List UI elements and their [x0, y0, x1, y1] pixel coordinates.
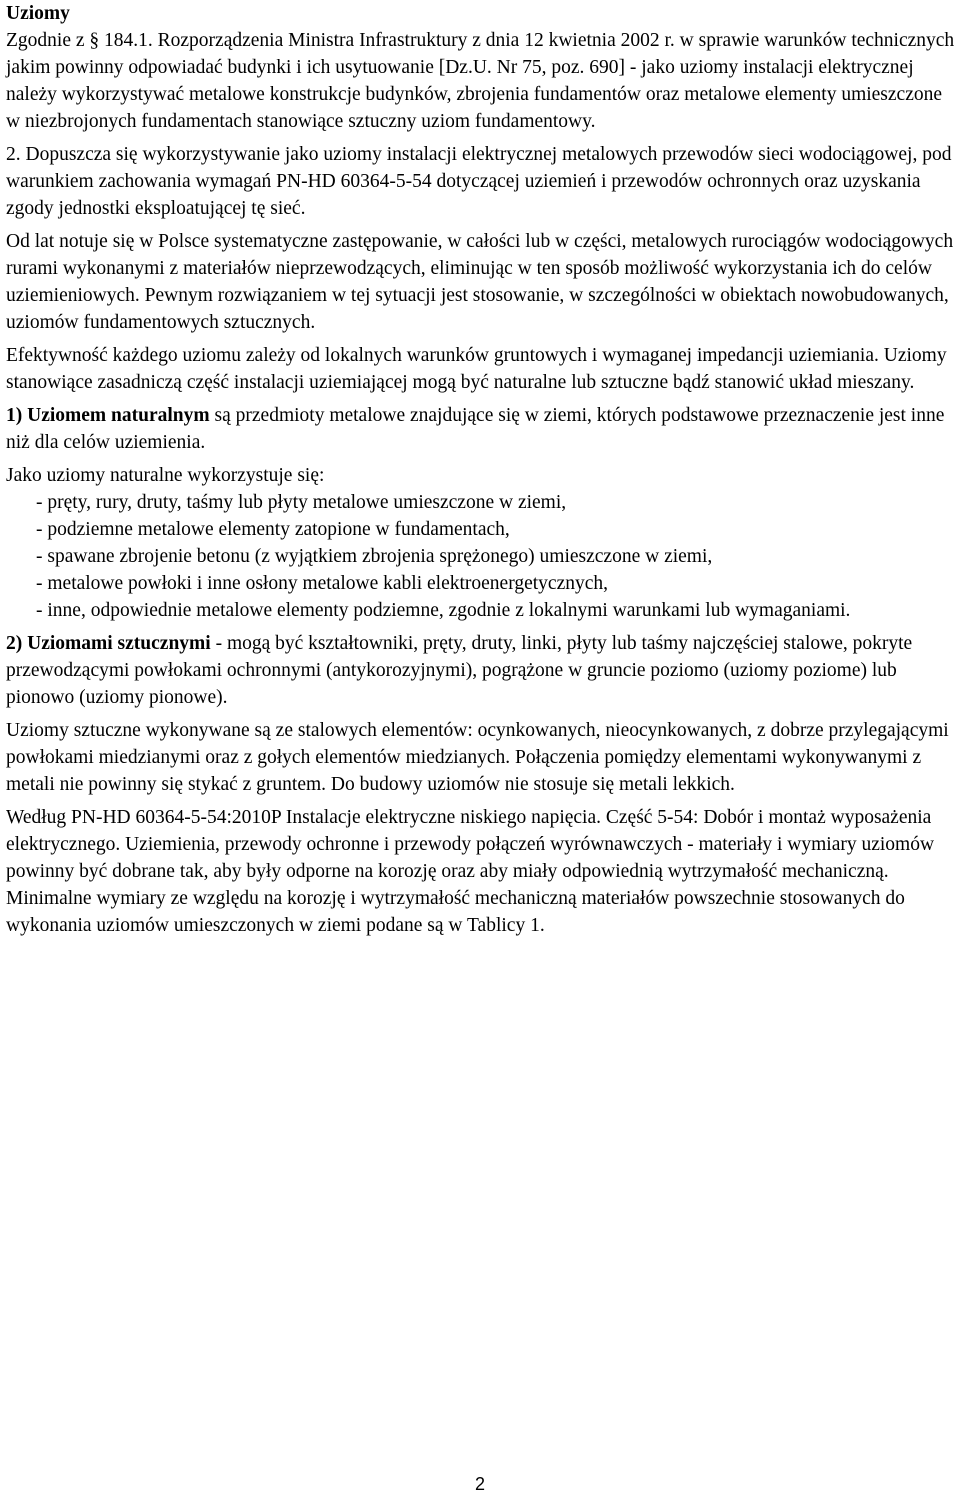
paragraph-effectiveness: Efektywność każdego uziomu zależy od lokalnych warunków gruntowych i wymaganej impedancji uziemiania. Uziomy stanowiące zasadniczą część instalacji uziemiającej mogą być naturalne lub sztuczne bądź stanowić układ mieszany. — [6, 345, 947, 393]
paragraph-natural-list — [6, 462, 956, 489]
document-body — [6, 0, 956, 945]
paragraph-natural-electrodes — [6, 402, 956, 456]
paragraph-artificial-materials: Uziomy sztuczne wykonywane są ze stalowych elementów: ocynkowanych, nieocynkowanych, z dobrze przylegającymi powłokami miedzianymi oraz z gołych elementów miedzianych. Połączenia pomiędzy elementami wykonywanymi z metali nie powinny się stykać z gruntem. Do budowy uziomów nie stosuje się metali lekkich. — [6, 720, 949, 795]
paragraph-artificial-electrodes — [6, 630, 956, 711]
list-item: - pręty, rury, druty, taśmy lub płyty metalowe umieszczone w ziemi, — [36, 492, 567, 513]
list-item: - spawane zbrojenie betonu (z wyjątkiem zbrojenia sprężonego) umieszczone w ziemi, — [36, 546, 713, 567]
artificial-electrode-text: - mogą być kształtowniki, pręty, druty, linki, płyty lub taśmy najczęściej stalowe, pokryte przewodzącymi powłokami ochronnymi (antykorozyjnymi), pogrążone w gruncie poziomo (uziomy poziome) lub pionowo (uziomy pionowe). — [6, 633, 913, 708]
natural-electrode-heading: 1) Uziomem naturalnym — [6, 405, 210, 426]
list-item: - podziemne metalowe elementy zatopione w fundamentach, — [36, 519, 510, 540]
natural-electrode-list — [6, 489, 956, 624]
paragraph-standard: Według PN-HD 60364-5-54:2010P Instalacje elektryczne niskiego napięcia. Część 5-54: Dobór i montaż wyposażenia elektrycznego. Uziemienia, przewody ochronne i przewody połączeń wyrównawczych - materiały i wymiary uziomów powinny być dobrane tak, aby były odporne na korozję oraz aby miały odpowiednią wytrzymałość mechaniczną. Minimalne wymiary ze względu na korozję i wytrzymałość mechaniczną materiałów powszechnie stosowanych do wykonania uziomów umieszczonych w ziemi podane są w Tablicy 1. — [6, 807, 935, 936]
page-number: 2 — [474, 1474, 485, 1494]
natural-list-intro: Jako uziomy naturalne wykorzystuje się: — [6, 465, 325, 486]
paragraph-replacement: Od lat notuje się w Polsce systematyczne zastępowanie, w całości lub w części, metalowych rurociągów wodociągowych rurami wykonanymi z materiałów nieprzewodzących, eliminując w ten sposób możliwość wykorzystania ich do celów uziemieniowych. Pewnym rozwiązaniem w tej sytuacji jest stosowanie, w szczególności w obiektach nowobudowanych, uziomów fundamentowych sztucznych. — [6, 231, 954, 333]
page-title: Uziomy — [6, 3, 70, 24]
paragraph-water-pipes: 2. Dopuszcza się wykorzystywanie jako uziomy instalacji elektrycznej metalowych przewodów sieci wodociągowej, pod warunkiem zachowania wymagań PN-HD 60364-5-54 dotyczącej uziemień i przewodów ochronnych oraz uzyskania zgody jednostki eksploatującej tę sieć. — [6, 144, 952, 219]
natural-electrode-text: są przedmioty metalowe znajdujące się w ziemi, których podstawowe przeznaczenie jest inne niż dla celów uziemienia. — [6, 405, 945, 453]
artificial-electrode-heading: 2) Uziomami sztucznymi — [6, 633, 211, 654]
list-item: - inne, odpowiednie metalowe elementy podziemne, zgodnie z lokalnymi warunkami lub wymaganiami. — [36, 600, 851, 621]
paragraph-regulation: Zgodnie z § 184.1. Rozporządzenia Ministra Infrastruktury z dnia 12 kwietnia 2002 r. w sprawie warunków technicznych jakim powinny odpowiadać budynki i ich usytuowanie [Dz.U. Nr 75, poz. 690] - jako uziomy instalacji elektrycznej należy wykorzystywać metalowe konstrukcje budynków, zbrojenia fundamentów oraz metalowe elementy umieszczone w niezbrojonych fundamentach stanowiące sztuczny uziom fundamentowy. — [6, 30, 955, 132]
list-item: - metalowe powłoki i inne osłony metalowe kabli elektroenergetycznych, — [36, 573, 609, 594]
